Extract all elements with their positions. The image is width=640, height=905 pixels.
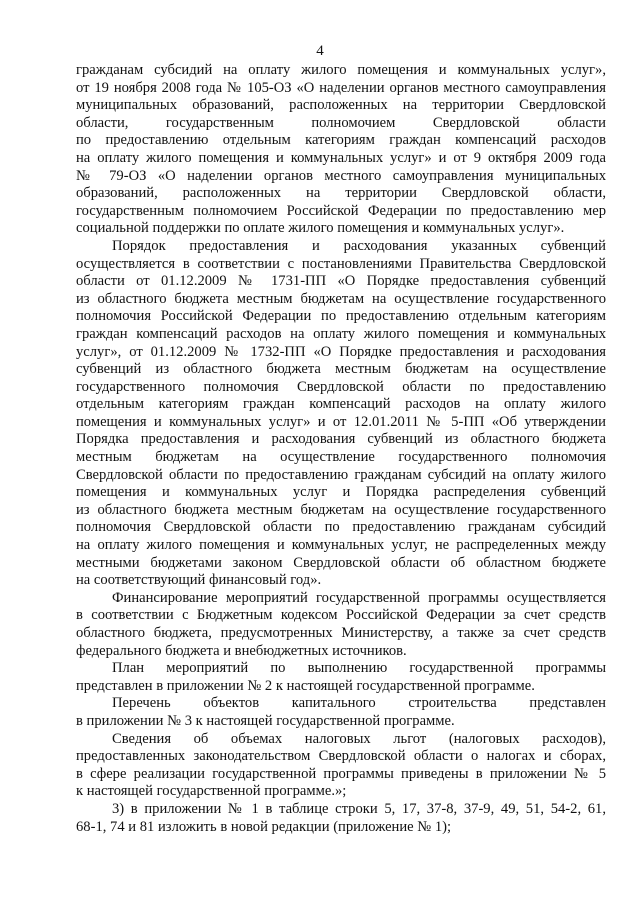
document-body (76, 62, 606, 836)
text-line: Свердловской области по предоставлению гражданам субсидий на оплату жилого (76, 466, 606, 483)
text-line: из областного бюджета местным бюджетам на осуществление государственного (76, 290, 606, 307)
text-line: представлен в приложении № 2 к настоящей государственной программе. (76, 677, 535, 694)
text-line: социальной поддержки по оплате жилого помещения и коммунальных услуг». (76, 220, 565, 237)
text-line: Финансирование мероприятий государственной программы осуществляется (112, 589, 606, 606)
text-line: муниципальных образований, расположенных на территории Свердловской (76, 97, 606, 114)
text-line: государственного полномочия Свердловской области по предоставлению (76, 378, 606, 395)
text-line: полномочия Российской Федерации по предоставлению отдельным категориям (76, 308, 606, 325)
text-line: Перечень объектов капитального строительства представлен (112, 695, 606, 712)
text-line: гражданам субсидий на оплату жилого помещения и коммунальных услуг», (76, 62, 606, 78)
paragraph-capital-construction (76, 695, 606, 730)
text-line: 3) в приложении № 1 в таблице строки 5, 17, 37-8, 37-9, 49, 51, 54-2, 61, (112, 800, 606, 817)
text-line: к настоящей государственной программе.»; (76, 783, 347, 800)
page-number: 4 (316, 43, 324, 59)
paragraph-tax-benefits (76, 731, 606, 801)
text-line: на соответствующий финансовый год». (76, 572, 322, 589)
paragraph-action-plan (76, 660, 606, 695)
text-line: Порядок предоставления и расходования указанных субвенций (112, 237, 606, 254)
text-line: области от 01.12.2009 № 1731-ПП «О Порядке предоставления субвенций (76, 273, 606, 290)
text-line: субвенций из областного бюджета местным бюджетам на осуществление (76, 361, 606, 378)
text-line: граждан компенсаций расходов на оплату жилого помещения и коммунальных (76, 325, 606, 342)
text-line: от 19 ноября 2008 года № 105-ОЗ «О наделении органов местного самоуправления (76, 79, 606, 96)
text-line: из областного бюджета местным бюджетам на осуществление государственного (76, 501, 606, 518)
paragraph-continuation (76, 62, 606, 238)
text-line: области, государственным полномочием Свердловской области (76, 114, 606, 131)
text-line: План мероприятий по выполнению государственной программы (112, 660, 606, 677)
text-line: № 79-ОЗ «О наделении органов местного самоуправления муниципальных (76, 167, 606, 184)
text-line: в приложении № 3 к настоящей государственной программе. (76, 712, 455, 729)
text-line: образований, расположенных на территории Свердловской области, (76, 185, 606, 202)
paragraph-subvention-procedure (76, 238, 606, 590)
text-line: по предоставлению отдельным категориям граждан компенсаций расходов (76, 132, 606, 149)
text-line: Порядка предоставления и расходования субвенций из областного бюджета (76, 431, 606, 448)
text-line: помещения и коммунальных услуг» и от 12.01.2011 № 5-ПП «Об утверждении (76, 413, 606, 430)
text-line: федерального бюджета и внебюджетных источников. (76, 642, 407, 659)
paragraph-financing (76, 590, 606, 660)
text-line: 68-1, 74 и 81 изложить в новой редакции (приложение № 1); (76, 818, 452, 835)
text-line: полномочия Свердловской области по предоставлению гражданам субсидий (76, 519, 606, 536)
text-line: отдельным категориям граждан компенсаций расходов на оплату жилого (76, 396, 606, 413)
text-line: в соответствии с Бюджетным кодексом Российской Федерации за счет средств (76, 607, 606, 624)
text-line: государственным полномочием Российской Федерации по предоставлению мер (76, 202, 606, 219)
text-line: местными бюджетами законом Свердловской области об областном бюджете (76, 554, 606, 571)
text-line: на оплату жилого помещения и коммунальных услуг, не распределенных между (76, 537, 606, 554)
text-line: помещения и коммунальных услуг и Порядка распределения субвенций (76, 484, 606, 501)
text-line: услуг», от 01.12.2009 № 1732-ПП «О Порядке предоставления и расходования (76, 343, 606, 360)
text-line: Сведения об объемах налоговых льгот (налоговых расходов), (112, 730, 606, 747)
text-line: осуществляется в соответствии с постановлениями Правительства Свердловской (76, 255, 606, 272)
text-line: областного бюджета, предусмотренных Министерству, а также за счет средств (76, 625, 606, 641)
paragraph-amendment-item-3 (76, 801, 606, 836)
text-line: в сфере реализации государственной программы приведены в приложении № 5 (76, 765, 606, 782)
text-line: на оплату жилого помещения и коммунальных услуг» и от 9 октября 2009 года (76, 149, 606, 166)
text-line: предоставленных законодательством Свердловской области о налогах и сборах, (76, 748, 606, 765)
text-line: местным бюджетам на осуществление государственного полномочия (76, 449, 606, 466)
